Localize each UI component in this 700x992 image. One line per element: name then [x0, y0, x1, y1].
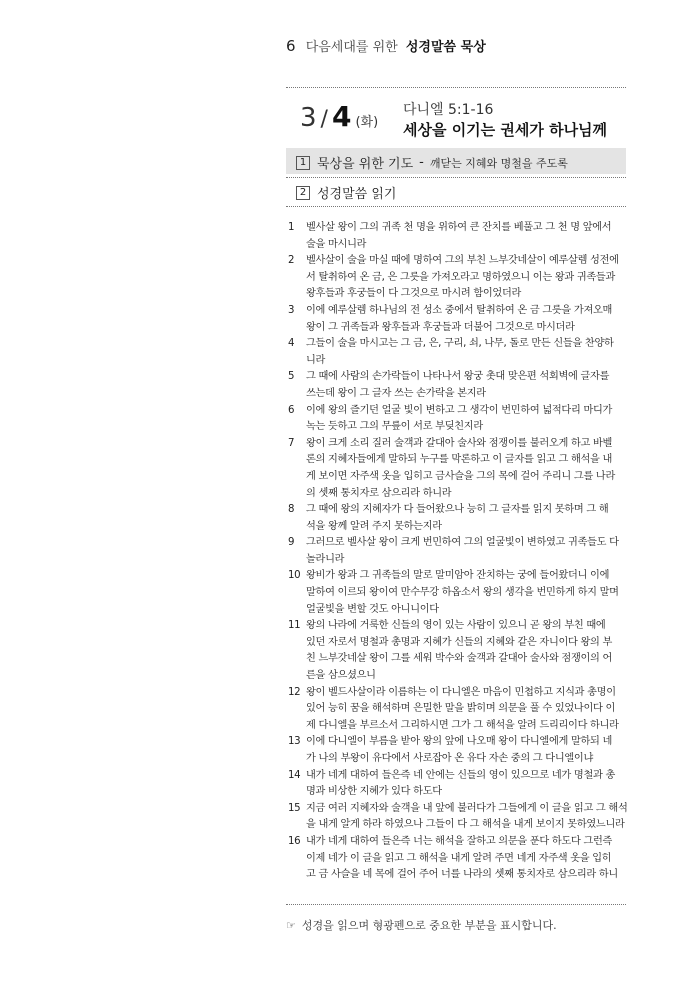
page-header	[286, 36, 486, 55]
verse-item	[286, 568, 626, 618]
prayer-section	[296, 153, 568, 172]
verse-line: 이에 다니엘이 부름을 받아 왕의 앞에 나오매 왕이 다니엘에게 말하되 네	[306, 736, 613, 748]
date-weekday: (화)	[355, 115, 379, 130]
verse-line: 명과 비상한 지혜가 있다 하도다	[306, 786, 442, 798]
verse-line: 이에 예루살렘 하나님의 전 성소 중에서 탈취하여 온 금 그릇을 가져오매	[306, 304, 613, 316]
verse-line: 녹는 듯하고 그의 무릎이 서로 부딪친지라	[306, 421, 483, 433]
passage-reference: 다니엘 5:1-16	[403, 102, 494, 118]
prayer-text: 깨닫는 지혜와 명철을 주도록	[429, 156, 568, 170]
verse-line: 론의 지혜자들에게 말하되 누구를 막론하고 이 글자를 읽고 그 해석을 내	[306, 454, 613, 466]
verse-line: 그들이 술을 마시고는 그 금, 은, 구리, 쇠, 나무, 돌로 만든 신들을 찬양하	[306, 338, 614, 350]
verse-item	[286, 253, 626, 303]
reading-divider	[286, 206, 626, 207]
verse-item	[286, 618, 626, 684]
verse-number: 2	[288, 255, 295, 267]
verse-line: 이에 왕의 즐기던 얼굴 빛이 변하고 그 생각이 번민하여 넓적다리 마디가	[306, 404, 613, 416]
date-block	[300, 100, 378, 133]
verse-line: 가 나의 부왕이 유다에서 사로잡아 온 유다 자손 중의 그 다니엘이냐	[306, 753, 593, 764]
reading-section	[296, 183, 396, 202]
verse-text	[306, 369, 626, 402]
verse-line: 고 금 사슬을 네 목에 걸어 주어 너를 나라의 셋째 통치자로 삼으리라 하니	[306, 869, 618, 881]
section-number-1: 1	[296, 156, 310, 170]
reading-label: 성경말씀 읽기	[317, 187, 397, 202]
verse-line: 내가 네게 대하여 들은즉 네 안에는 신들의 영이 있으므로 네가 명철과 총	[306, 769, 616, 781]
verse-number: 6	[288, 404, 295, 416]
verse-line: 왕의 나라에 거룩한 신들의 영이 있는 사람이 있으니 곧 왕의 부친 때에	[306, 620, 606, 632]
verse-text	[306, 801, 628, 834]
verse-text	[306, 834, 626, 884]
date-day: 4	[331, 100, 352, 133]
verse-text	[306, 685, 626, 735]
verse-line: 얼굴빛을 변할 것도 아니니이다	[306, 603, 439, 615]
verse-item	[286, 535, 626, 568]
verse-number: 4	[288, 338, 295, 350]
verse-line: 석을 왕께 알려 주지 못하는지라	[306, 520, 442, 532]
verse-number: 12	[288, 686, 301, 698]
verse-line: 내가 네게 대하여 들은즉 너는 해석을 잘하고 의문을 푼다 하도다 그런즉	[306, 835, 613, 847]
verse-text	[306, 303, 626, 336]
verse-number: 13	[288, 736, 301, 748]
verse-line: 왕이 벨드사살이라 이름하는 이 다니엘은 마음이 민첩하고 지식과 총명이	[306, 686, 616, 698]
verse-line: 지금 여러 지혜자와 술객을 내 앞에 불러다가 그들에게 이 글을 읽고 그 해석	[306, 802, 628, 814]
verse-line: 왕이 그 귀족들과 왕후들과 후궁들과 더불어 그것으로 마시더라	[306, 321, 575, 333]
verse-line: 놀라니라	[306, 553, 345, 565]
verse-line: 있어 능히 꿈을 해석하며 은밀한 말을 밝히며 의문을 풀 수 있었나이다 이	[306, 703, 616, 715]
footnote	[286, 917, 557, 933]
pointing-hand-icon: ☞	[286, 919, 296, 932]
verse-number: 1	[288, 222, 295, 233]
verse-text	[306, 618, 626, 684]
verse-number: 8	[288, 504, 295, 516]
verse-line: 이제 네가 이 글을 읽고 그 해석을 내게 알려 주면 네게 자주색 옷을 입히	[306, 852, 612, 864]
verse-line: 있던 자로서 명철과 총명과 지혜가 신들의 지혜와 같은 자니이다 왕의 부	[306, 636, 613, 648]
verse-text	[306, 768, 626, 801]
date-slash: /	[320, 107, 328, 132]
verse-line: 왕후들과 후궁들이 다 그것으로 마시려 함이었더라	[306, 288, 522, 300]
verse-line: 술을 마시니라	[306, 238, 367, 250]
verse-number: 15	[288, 802, 301, 814]
verse-item	[286, 436, 626, 502]
verse-line: 게 보이면 자주색 옷을 입히고 금사슬을 그의 목에 걸어 주리니 그를 나라	[306, 470, 616, 482]
verse-number: 3	[288, 304, 295, 316]
verse-text	[306, 502, 626, 535]
section-number-2: 2	[296, 186, 310, 200]
verse-number: 10	[288, 570, 301, 582]
verse-text	[306, 568, 626, 618]
verse-item	[286, 768, 626, 801]
verse-list	[286, 220, 626, 884]
passage-title: 세상을 이기는 권세가 하나님께	[403, 121, 608, 139]
verse-number: 7	[288, 437, 295, 449]
verse-item	[286, 734, 626, 767]
section-divider	[286, 177, 626, 178]
verse-line: 벨사살이 술을 마실 때에 명하여 그의 부친 느부갓네살이 예루살렘 성전에	[306, 255, 619, 267]
verse-line: 왕이 크게 소리 질러 술객과 갈대아 술사와 점쟁이를 불러오게 하고 바벨	[306, 437, 613, 449]
verse-item	[286, 834, 626, 884]
verse-item	[286, 801, 626, 834]
verse-text	[306, 403, 626, 436]
header-title: 성경말씀 묵상	[405, 40, 486, 55]
verse-number: 14	[288, 769, 301, 781]
footnote-text: 성경을 읽으며 형광펜으로 중요한 부분을 표시합니다.	[301, 919, 557, 932]
page-number: 6	[286, 37, 296, 55]
verse-line: 을 내게 알게 하라 하였으나 그들이 다 그 해석을 내게 보이지 못하였느니라	[306, 819, 625, 831]
verse-item	[286, 220, 626, 253]
verse-text	[306, 220, 626, 253]
date-month: 3	[300, 103, 317, 133]
verse-line: 른을 삼으셨으니	[306, 670, 376, 682]
verse-line: 의 셋째 통치자로 삼으리라 하니라	[306, 487, 452, 499]
verse-line: 말하여 이르되 왕이여 만수무강 하옵소서 왕의 생각을 번민하게 하지 말며	[306, 587, 619, 599]
verse-text	[306, 535, 626, 568]
verse-line: 벨사살 왕이 그의 귀족 천 명을 위하여 큰 잔치를 베풀고 그 천 명 앞에서	[306, 222, 612, 233]
prayer-dash: -	[419, 155, 424, 170]
footnote-divider	[286, 904, 626, 905]
verse-item	[286, 303, 626, 336]
verse-text	[306, 734, 626, 767]
verse-line: 쓰는데 왕이 그 글자 쓰는 손가락을 본지라	[306, 387, 486, 399]
top-divider	[286, 87, 626, 88]
verse-text	[306, 436, 626, 502]
verse-number: 16	[288, 835, 301, 847]
verse-line: 그 때에 사람의 손가락들이 나타나서 왕궁 촛대 맞은편 석회벽에 글자를	[306, 371, 610, 383]
verse-number: 5	[288, 371, 295, 383]
verse-number: 11	[288, 620, 301, 632]
verse-text	[306, 253, 626, 303]
prayer-label: 묵상을 위한 기도	[317, 157, 414, 172]
verse-item	[286, 502, 626, 535]
verse-item	[286, 369, 626, 402]
verse-text	[306, 336, 626, 369]
verse-line: 서 탈취하여 온 금, 은 그릇을 가져오라고 명하였으니 이는 왕과 귀족들과	[306, 271, 616, 283]
header-subtitle: 다음세대를 위한	[305, 40, 398, 55]
verse-line: 왕비가 왕과 그 귀족들의 말로 말미암아 잔치하는 궁에 들어왔더니 이에	[306, 570, 610, 582]
verse-line: 친 느부갓네살 왕이 그를 세워 박수와 술객과 갈대아 술사와 점쟁이의 어	[306, 653, 613, 665]
verse-number: 9	[288, 537, 295, 549]
verse-line: 그 때에 왕의 지혜자가 다 들어왔으나 능히 그 글자를 읽지 못하며 그 해	[306, 504, 609, 516]
verse-item	[286, 403, 626, 436]
verse-item	[286, 685, 626, 735]
verse-line: 니라	[306, 354, 326, 366]
verse-item	[286, 336, 626, 369]
verse-line: 제 다니엘을 부르소서 그리하시면 그가 그 해석을 알려 드리리이다 하니라	[306, 719, 619, 731]
verse-line: 그러므로 벨사살 왕이 크게 번민하여 그의 얼굴빛이 변하였고 귀족들도 다	[306, 537, 619, 549]
